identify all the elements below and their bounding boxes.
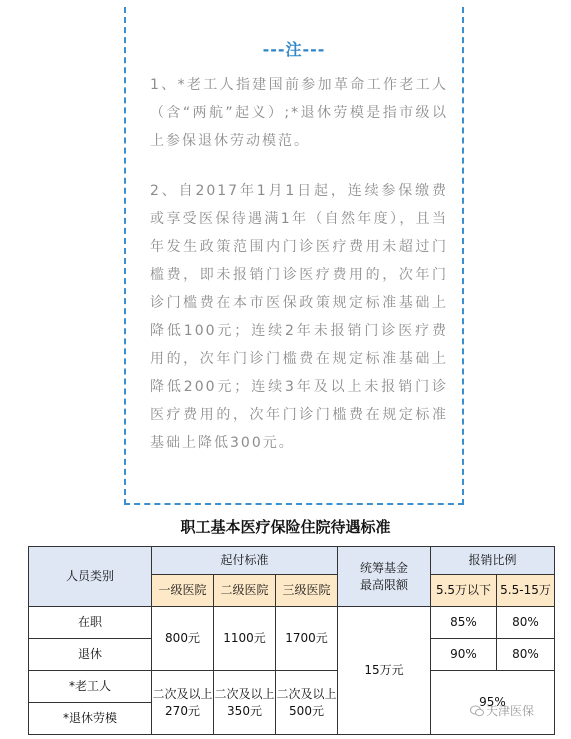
ratio-retired-1: 90% xyxy=(431,639,497,671)
row-old-worker-label: *老工人 xyxy=(29,671,152,703)
threshold-first-level2: 1100元 xyxy=(214,607,276,671)
row-model-worker-label: *退休劳模 xyxy=(29,703,152,735)
header-range1: 5.5万以下 xyxy=(431,575,497,607)
header-ratio: 报销比例 xyxy=(431,547,555,575)
fund-limit-value: 15万元 xyxy=(338,607,431,735)
ratio-special: 95% xyxy=(431,671,555,735)
header-fund-line1: 统筹基金 xyxy=(359,560,408,575)
header-fund-limit xyxy=(338,547,431,607)
threshold-second-level1 xyxy=(152,671,214,735)
threshold-second-level3 xyxy=(276,671,338,735)
row-retired-label: 退休 xyxy=(29,639,152,671)
header-range2: 5.5-15万 xyxy=(497,575,555,607)
ratio-employed-1: 85% xyxy=(431,607,497,639)
threshold-first-level3: 1700元 xyxy=(276,607,338,671)
watermark xyxy=(470,702,534,719)
header-level1: 一级医院 xyxy=(152,575,214,607)
watermark-text: 天津医保 xyxy=(486,704,535,718)
threshold-second-level2-line1: 二次及以上 xyxy=(214,686,275,701)
threshold-second-level1-line1: 二次及以上 xyxy=(152,686,213,701)
threshold-first-level1: 800元 xyxy=(152,607,214,671)
ratio-employed-2: 80% xyxy=(497,607,555,639)
wechat-icon xyxy=(470,705,484,717)
threshold-second-level1-line2: 270元 xyxy=(165,703,200,718)
header-fund-line2: 最高限额 xyxy=(359,577,408,592)
header-level2: 二级医院 xyxy=(214,575,276,607)
note-box xyxy=(124,7,464,505)
note-paragraph-2: 2、自2017年1月1日起，连续参保缴费或享受医保待遇满1年（自然年度），且当年发生政策范围内门诊医疗费用未超过门槛费，即未报销门诊医疗费用的，次年门诊门槛费在本市医保政策规定标准基础上降低100元；连续2年未报销门诊医疗费用的，次年门诊门槛费在规定标准基础上降低200元；连续3年及以上未报销门诊医疗费用的，次年门诊门槛费在规定标准基础上降低300元。 xyxy=(150,183,448,451)
note-paragraph-1: 1、*老工人指建国前参加革命工作老工人（含“两航”起义）;*退休劳模是指市级以上参保退休劳动模范。 xyxy=(150,77,448,149)
table-title: 职工基本医疗保险住院待遇标准 xyxy=(180,518,391,536)
threshold-second-level2 xyxy=(214,671,276,735)
header-category: 人员类别 xyxy=(29,547,152,607)
header-threshold: 起付标准 xyxy=(152,547,338,575)
threshold-second-level2-line2: 350元 xyxy=(227,703,262,718)
row-employed-label: 在职 xyxy=(29,607,152,639)
note-title: ---注--- xyxy=(262,40,326,59)
threshold-second-level3-line1: 二次及以上 xyxy=(276,686,337,701)
threshold-second-level3-line2: 500元 xyxy=(289,703,324,718)
ratio-retired-2: 80% xyxy=(497,639,555,671)
header-level3: 三级医院 xyxy=(276,575,338,607)
